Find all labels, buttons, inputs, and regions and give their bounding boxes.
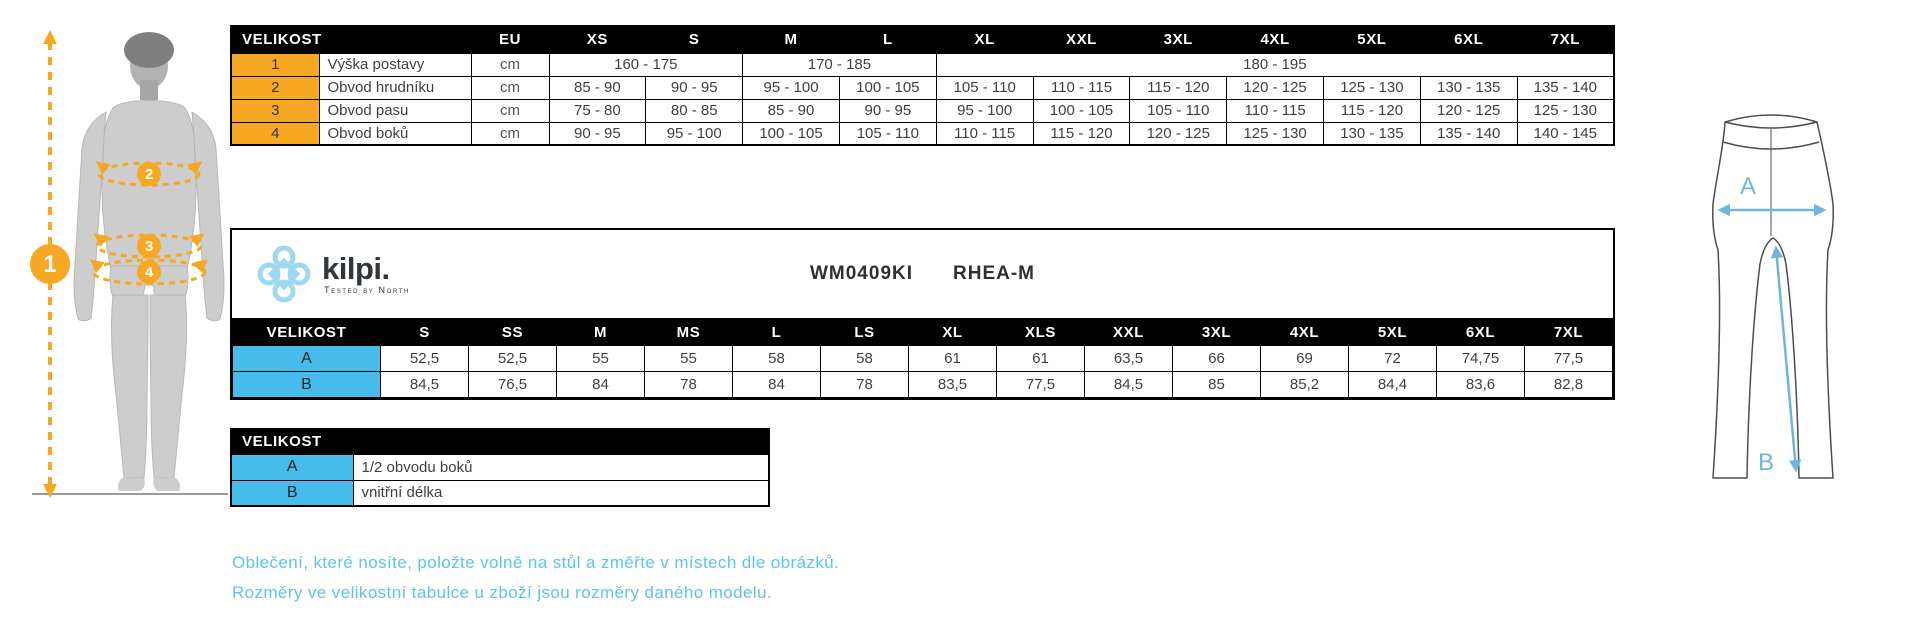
size-range-value: 125 - 130 bbox=[1517, 99, 1614, 122]
legend-row bbox=[231, 454, 769, 480]
size-table-row bbox=[231, 122, 1614, 145]
measure-label-1: 1 bbox=[43, 251, 57, 278]
size-range-value: 160 - 175 bbox=[549, 53, 743, 76]
size-range-value: 100 - 105 bbox=[1033, 99, 1130, 122]
measure-value: 58 bbox=[821, 346, 909, 372]
size-range-value: 140 - 145 bbox=[1517, 122, 1614, 145]
size-table-header-velikost: VELIKOST bbox=[231, 26, 471, 53]
product-table-header-ss: SS bbox=[469, 319, 557, 346]
legend-row-label: B bbox=[231, 480, 353, 506]
product-table-body bbox=[233, 346, 1613, 398]
measure-value: 84,5 bbox=[1085, 372, 1173, 398]
size-range-value: 105 - 110 bbox=[936, 76, 1033, 99]
row-unit: cm bbox=[471, 76, 549, 99]
legend-header: VELIKOST bbox=[231, 429, 769, 454]
measure-label-4: 4 bbox=[144, 264, 154, 281]
size-range-value: 130 - 135 bbox=[1324, 122, 1421, 145]
size-range-value: 115 - 120 bbox=[1324, 99, 1421, 122]
measure-value: 85 bbox=[1173, 372, 1261, 398]
brand-header bbox=[232, 230, 1613, 318]
size-range-value: 125 - 130 bbox=[1227, 122, 1324, 145]
size-table-header-xs: XS bbox=[549, 26, 646, 53]
size-range-value: 95 - 100 bbox=[743, 76, 840, 99]
product-table-header-velikost: VELIKOST bbox=[233, 319, 381, 346]
product-table-header-ls: LS bbox=[821, 319, 909, 346]
pants-measure-b-label: B bbox=[1757, 449, 1774, 476]
body-size-table bbox=[230, 25, 1615, 146]
size-range-value: 90 - 95 bbox=[839, 99, 936, 122]
brand-name: kilpi. bbox=[322, 251, 390, 286]
size-range-value: 115 - 120 bbox=[1033, 122, 1130, 145]
measurement-instructions bbox=[232, 548, 839, 608]
measure-value: 84 bbox=[733, 372, 821, 398]
product-table-row bbox=[233, 372, 1613, 398]
row-number: 2 bbox=[231, 76, 319, 99]
measure-point-3 bbox=[137, 234, 161, 258]
size-table-header-m: M bbox=[743, 26, 840, 53]
measure-value: 69 bbox=[1261, 346, 1349, 372]
size-range-value: 180 - 195 bbox=[936, 53, 1614, 76]
size-table-header-5xl: 5XL bbox=[1324, 26, 1421, 53]
row-label: Obvod boků bbox=[319, 122, 471, 145]
measure-value: 77,5 bbox=[997, 372, 1085, 398]
measure-value: 82,8 bbox=[1525, 372, 1613, 398]
measure-value: 76,5 bbox=[469, 372, 557, 398]
measure-value: 58 bbox=[733, 346, 821, 372]
measure-value: 74,75 bbox=[1437, 346, 1525, 372]
row-label: Obvod pasu bbox=[319, 99, 471, 122]
measure-value: 84,4 bbox=[1349, 372, 1437, 398]
size-range-value: 110 - 115 bbox=[936, 122, 1033, 145]
size-range-value: 130 - 135 bbox=[1420, 76, 1517, 99]
product-table-header-6xl: 6XL bbox=[1437, 319, 1525, 346]
measure-value: 85,2 bbox=[1261, 372, 1349, 398]
size-table-header-xl: XL bbox=[936, 26, 1033, 53]
size-range-value: 95 - 100 bbox=[646, 122, 743, 145]
size-table-row bbox=[231, 53, 1614, 76]
legend-row-description: vnitřní délka bbox=[353, 480, 769, 506]
measure-value: 78 bbox=[645, 372, 733, 398]
row-number: 1 bbox=[231, 53, 319, 76]
product-table-header-s: S bbox=[381, 319, 469, 346]
body-measurement-diagram bbox=[14, 26, 232, 504]
size-range-value: 105 - 110 bbox=[839, 122, 936, 145]
size-range-value: 170 - 185 bbox=[743, 53, 937, 76]
measure-label-2: 2 bbox=[144, 166, 154, 183]
row-unit: cm bbox=[471, 53, 549, 76]
size-table-body bbox=[231, 53, 1614, 145]
measure-value: 52,5 bbox=[469, 346, 557, 372]
product-table-header-m: M bbox=[557, 319, 645, 346]
pants-measure-a-label: A bbox=[1740, 173, 1757, 200]
measure-value: 66 bbox=[1173, 346, 1261, 372]
product-table-header-xxl: XXL bbox=[1085, 319, 1173, 346]
size-range-value: 80 - 85 bbox=[646, 99, 743, 122]
product-table-header-4xl: 4XL bbox=[1261, 319, 1349, 346]
measure-value: 84 bbox=[557, 372, 645, 398]
size-table-header-4xl: 4XL bbox=[1227, 26, 1324, 53]
legend-table-body bbox=[231, 454, 769, 506]
row-number: 3 bbox=[231, 99, 319, 122]
legend-row-label: A bbox=[231, 454, 353, 480]
measure-value: 83,5 bbox=[909, 372, 997, 398]
product-table-header-ms: MS bbox=[645, 319, 733, 346]
size-range-value: 115 - 120 bbox=[1130, 76, 1227, 99]
product-table-header-3xl: 3XL bbox=[1173, 319, 1261, 346]
measure-point-1 bbox=[30, 244, 70, 284]
measure-value: 83,6 bbox=[1437, 372, 1525, 398]
product-identifier bbox=[810, 263, 1035, 285]
size-table-header-row bbox=[231, 26, 1614, 53]
product-table-header-l: L bbox=[733, 319, 821, 346]
pants-measurement-diagram bbox=[1682, 92, 1877, 490]
size-range-value: 120 - 125 bbox=[1420, 99, 1517, 122]
product-table-header-7xl: 7XL bbox=[1525, 319, 1613, 346]
instruction-line-2: Rozměry ve velikostní tabulce u zboží jsou rozměry daného modelu. bbox=[232, 583, 773, 602]
size-range-value: 135 - 140 bbox=[1420, 122, 1517, 145]
kilpi-logo bbox=[256, 244, 410, 304]
size-range-value: 105 - 110 bbox=[1130, 99, 1227, 122]
product-table-header-xl: XL bbox=[909, 319, 997, 346]
size-table-header-l: L bbox=[839, 26, 936, 53]
size-range-value: 90 - 95 bbox=[646, 76, 743, 99]
size-range-value: 110 - 115 bbox=[1033, 76, 1130, 99]
product-table-row bbox=[233, 346, 1613, 372]
size-table-header-xxl: XXL bbox=[1033, 26, 1130, 53]
legend-row bbox=[231, 480, 769, 506]
instruction-line-1: Oblečení, které nosíte, položte volně na stůl a změřte v místech dle obrázků. bbox=[232, 553, 840, 572]
product-name: RHEA-M bbox=[953, 263, 1036, 284]
size-range-value: 120 - 125 bbox=[1227, 76, 1324, 99]
row-label: Výška postavy bbox=[319, 53, 471, 76]
size-range-value: 110 - 115 bbox=[1227, 99, 1324, 122]
measure-row-label: A bbox=[233, 346, 381, 372]
measure-label-3: 3 bbox=[144, 238, 154, 255]
product-code: WM0409KI bbox=[809, 263, 914, 284]
legend-header-row bbox=[231, 429, 769, 454]
size-table-header-7xl: 7XL bbox=[1517, 26, 1614, 53]
measure-value: 55 bbox=[557, 346, 645, 372]
product-table-header-5xl: 5XL bbox=[1349, 319, 1437, 346]
size-range-value: 85 - 90 bbox=[743, 99, 840, 122]
size-table-header-3xl: 3XL bbox=[1130, 26, 1227, 53]
row-unit: cm bbox=[471, 99, 549, 122]
row-number: 4 bbox=[231, 122, 319, 145]
size-range-value: 100 - 105 bbox=[743, 122, 840, 145]
size-range-value: 85 - 90 bbox=[549, 76, 646, 99]
measure-point-2 bbox=[137, 162, 161, 186]
size-range-value: 135 - 140 bbox=[1517, 76, 1614, 99]
size-table-header-eu: EU bbox=[471, 26, 549, 53]
size-range-value: 120 - 125 bbox=[1130, 122, 1227, 145]
product-table-header-row bbox=[233, 319, 1613, 346]
measure-point-4 bbox=[137, 260, 161, 284]
measure-value: 84,5 bbox=[381, 372, 469, 398]
size-table-header-s: S bbox=[646, 26, 743, 53]
row-unit: cm bbox=[471, 122, 549, 145]
measure-value: 52,5 bbox=[381, 346, 469, 372]
measure-row-label: B bbox=[233, 372, 381, 398]
measure-value: 61 bbox=[997, 346, 1085, 372]
measure-value: 77,5 bbox=[1525, 346, 1613, 372]
measure-value: 63,5 bbox=[1085, 346, 1173, 372]
measure-value: 55 bbox=[645, 346, 733, 372]
size-range-value: 75 - 80 bbox=[549, 99, 646, 122]
measure-value: 72 bbox=[1349, 346, 1437, 372]
product-measurements-table bbox=[232, 318, 1613, 398]
kilpi-knot-icon bbox=[256, 244, 312, 304]
measure-value: 78 bbox=[821, 372, 909, 398]
product-size-table-panel bbox=[230, 228, 1615, 400]
size-table-row bbox=[231, 99, 1614, 122]
size-range-value: 95 - 100 bbox=[936, 99, 1033, 122]
pants-outline bbox=[1713, 115, 1834, 478]
size-range-value: 125 - 130 bbox=[1324, 76, 1421, 99]
measurement-legend-table bbox=[230, 428, 770, 507]
brand-tagline: Tested by North bbox=[324, 285, 410, 295]
row-label: Obvod hrudníku bbox=[319, 76, 471, 99]
size-table-row bbox=[231, 76, 1614, 99]
measure-value: 61 bbox=[909, 346, 997, 372]
legend-row-description: 1/2 obvodu boků bbox=[353, 454, 769, 480]
product-table-header-xls: XLS bbox=[997, 319, 1085, 346]
size-table-header-6xl: 6XL bbox=[1420, 26, 1517, 53]
size-range-value: 100 - 105 bbox=[839, 76, 936, 99]
size-range-value: 90 - 95 bbox=[549, 122, 646, 145]
